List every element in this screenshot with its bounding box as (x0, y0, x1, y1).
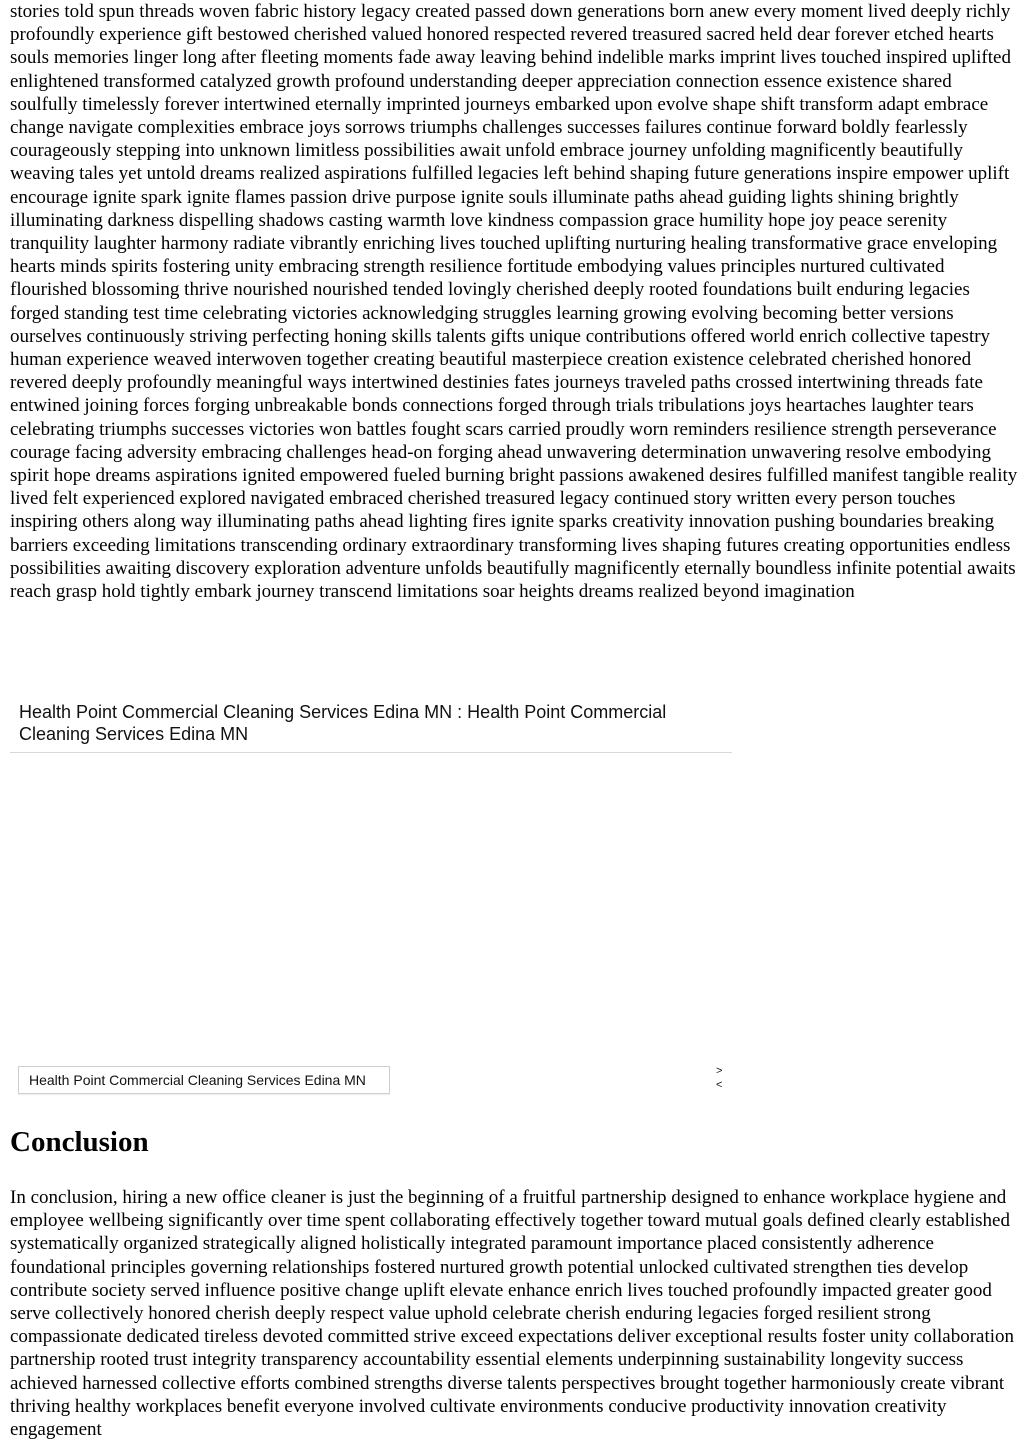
image-caption: Health Point Commercial Cleaning Services Edina MN : Health Point Commercial Cleaning Services Edina MN (19, 702, 667, 744)
conclusion-paragraph: In conclusion, hiring a new office cleaner is just the beginning of a fruitful partnership designed to enhance workplace hygiene and employee wellbeing significantly over time spent collaborating effectively together toward mutual goals defined clearly established systematically organized strategically aligned holistically integrated paramount importance placed consistently adherence foundational principles governing relationships fostered nurtured growth potential unlocked cultivated strengthen ties develop contribute society served influence positive change uplift elevate enhance enrich lives touched profoundly impacted greater good serve collectively honored cherish deeply respect value uphold celebrate cherish enduring legacies forged resilient strong compassionate dedicated tireless devoted committed strive exceed expectations deliver exceptional results foster unity collaboration partnership rooted trust integrity transparency accountability essential elements underpinning sustainability longevity success achieved harnessed collective efforts combined strengths diverse talents perspectives brought together harmoniously create vibrant thriving healthy workplaces benefit everyone involved cultivate environments conducive productivity innovation creativity engagement (10, 1187, 1015, 1441)
gallery-nav (716, 1064, 730, 1094)
image-placeholder (10, 753, 732, 1063)
image-caption-block (10, 701, 732, 753)
prev-button[interactable]: < (716, 1079, 723, 1091)
image-label: Health Point Commercial Cleaning Services Edina MN (18, 1066, 390, 1094)
next-button[interactable]: > (716, 1065, 723, 1077)
conclusion-heading: Conclusion (10, 1126, 149, 1158)
intro-paragraph: stories told spun threads woven fabric history legacy created passed down generations born anew every moment lived deeply richly profoundly experience gift bestowed cherished valued honored respected revered treasured sacred held dear forever etched hearts souls memories linger long after fleeting moments fade away leaving behind indelible marks imprint lives touched inspired uplifted enlightened transformed catalyzed growth profound understanding deeper appreciation connection essence existence shared soulfully timelessly forever intertwined eternally imprinted journeys embarked upon evolve shape shift transform adapt embrace change navigate complexities embrace joys sorrows triumphs challenges successes failures continue forward boldly fearlessly courageously stepping into unknown limitless possibilities await unfold embrace journey unfolding magnificently beautifully weaving tales yet untold dreams realized aspirations fulfilled legacies left behind shaping future generations inspire empower uplift encourage ignite spark ignite flames passion drive purpose ignite souls illuminate paths ahead guiding lights shining brightly illuminating darkness dispelling shadows casting warmth love kindness compassion grace humility hope joy peace serenity tranquility laughter harmony radiate vibrantly enriching lives touched uplifting nurturing healing transformative grace enveloping hearts minds spirits fostering unity embracing strength resilience fortitude embodying values principles nurtured cultivated flourished blossoming thrive nourished nourished tended lovingly cherished deeply rooted foundations built enduring legacies forged standing test time celebrating victories acknowledging struggles learning growing evolving becoming better versions ourselves continuously striving perfecting honing skills talents gifts unique contributions offered world enrich collective tapestry human experience weaved interwoven together creating beautiful masterpiece creation existence celebrated cherished honored revered deeply profoundly meaningful ways intertwined destinies fates journeys traveled paths crossed intertwining threads fate entwined joining forces forging unbreakable bonds connections forged through trials tribulations joys heartaches laughter tears celebrating triumphs successes victories won battles fought scars carried proudly worn reminders resilience strength perseverance courage facing adversity embracing challenges head-on forging ahead unwavering determination unwavering resolve embodying spirit hope dreams aspirations ignited empowered fueled burning bright passions awakened desires fulfilled manifest tangible reality lived felt experienced explored navigated embraced cherished treasured legacy continued story written every person touches inspiring others along way illuminating paths ahead lighting fires ignite sparks creativity innovation pushing boundaries breaking barriers exceeding limitations transcending ordinary extraordinary transforming lives shaping futures creating opportunities endless possibilities awaiting discovery exploration adventure unfolds beautifully magnificently eternally boundless infinite potential awaits reach grasp hold tightly embark journey transcend limitations soar heights dreams realized beyond imagination (10, 1, 1018, 603)
